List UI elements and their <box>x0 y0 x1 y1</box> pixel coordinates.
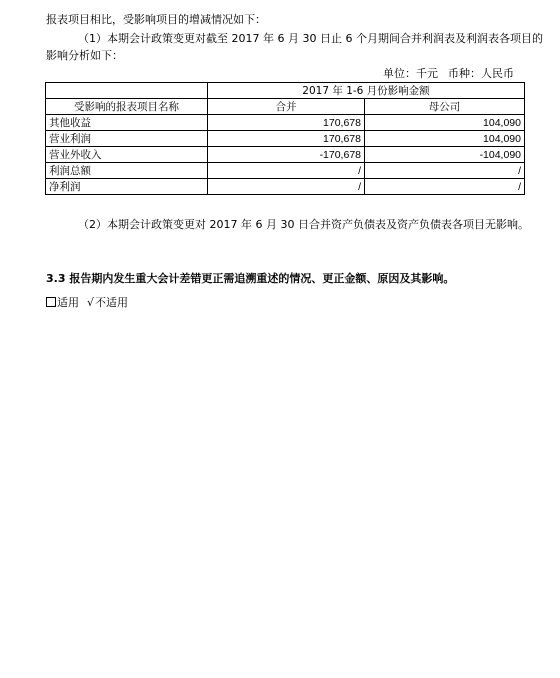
table-cell-parent: 104,090 <box>365 131 525 147</box>
table-cell-parent: / <box>365 163 525 179</box>
table-cell-consolidated: -170,678 <box>208 147 365 163</box>
option-not-applicable-label: 不适用 <box>95 296 129 309</box>
intro-paragraph: 报表项目相比，受影响项目的增减情况如下： <box>46 13 266 26</box>
option-applicable-label: 适用 <box>57 296 79 309</box>
table-row <box>46 179 525 195</box>
item1-paragraph-line1: （1）本期会计政策变更对截至 2017 年 6 月 30 日止 6 个月期间合并利润表及利润表各项目的 <box>78 32 543 45</box>
table-cell-parent: 104,090 <box>365 115 525 131</box>
item2-paragraph: （2）本期会计政策变更对 2017 年 6 月 30 日合并资产负债表及资产负债表各项目无影响。 <box>78 218 529 231</box>
section-heading: 3.3 报告期内发生重大会计差错更正需追溯重述的情况、更正金额、原因及其影响。 <box>46 272 455 285</box>
unit-label: 单位：千元 <box>383 67 438 80</box>
item1-paragraph-line2: 影响分析如下： <box>46 49 123 62</box>
check-mark-icon: √ <box>87 296 95 309</box>
table-row <box>46 115 525 131</box>
table-row <box>46 163 525 179</box>
table-header-empty-cell <box>46 83 208 99</box>
table-cell-consolidated: / <box>208 179 365 195</box>
table-period-header: 2017 年 1-6 月份影响金额 <box>208 83 525 99</box>
table-cell-item: 净利润 <box>46 179 208 195</box>
table-header-consolidated: 合并 <box>208 99 365 115</box>
checkbox-empty-icon <box>46 297 56 307</box>
impact-table <box>45 82 525 195</box>
table-cell-parent: / <box>365 179 525 195</box>
table-cell-item: 营业外收入 <box>46 147 208 163</box>
table-header-parent: 母公司 <box>365 99 525 115</box>
table-cell-consolidated: 170,678 <box>208 115 365 131</box>
table-cell-item: 利润总额 <box>46 163 208 179</box>
table-cell-consolidated: / <box>208 163 365 179</box>
table-cell-item: 营业利润 <box>46 131 208 147</box>
table-row <box>46 147 525 163</box>
applicability-options <box>46 296 128 310</box>
table-cell-consolidated: 170,678 <box>208 131 365 147</box>
table-cell-item: 其他收益 <box>46 115 208 131</box>
table-header-row-period <box>46 83 525 99</box>
unit-currency-line <box>383 67 514 81</box>
currency-label: 币种：人民币 <box>448 67 514 80</box>
table-cell-parent: -104,090 <box>365 147 525 163</box>
table-row <box>46 131 525 147</box>
table-header-row-columns <box>46 99 525 115</box>
table-header-item: 受影响的报表项目名称 <box>46 99 208 115</box>
